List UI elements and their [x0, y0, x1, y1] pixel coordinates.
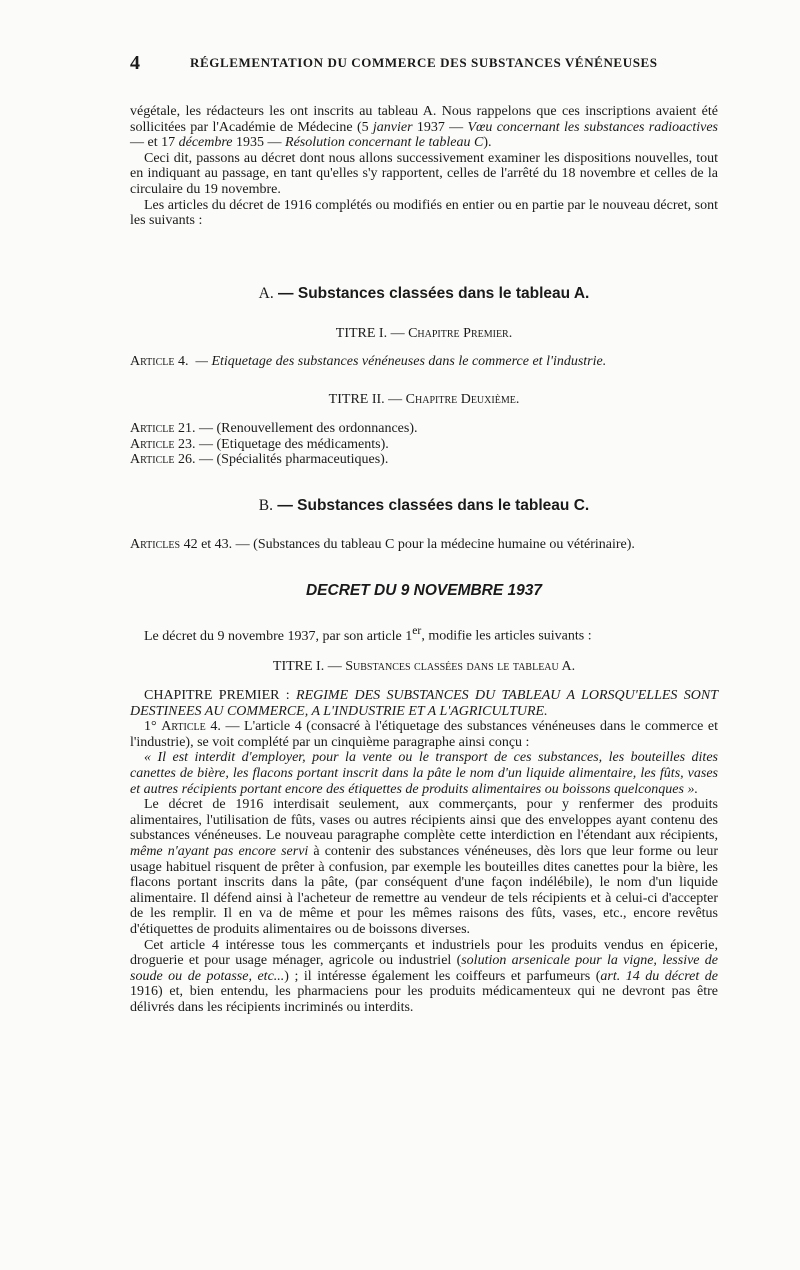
- section-a-heading: A. — Substances classées dans le tableau A.: [258, 285, 590, 302]
- running-title: RÉGLEMENTATION DU COMMERCE DES SUBSTANCES VÉNÉNEUSES: [190, 55, 658, 70]
- chapitre-heading: CHAPITRE PREMIER : REGIME DES SUBSTANCES DU TABLEAU A LORSQU'ELLES SONT DESTINEES AU COMMERCE, A L'INDUSTRIE ET A L'AGRICULTURE.: [130, 688, 719, 719]
- commentary-paragraph-2: Cet article 4 intéresse tous les commerçants et industriels pour les produits vendus en épicerie, droguerie et pour usage ménager, agricole ou industriel (solution arsenicale pour la vigne, lessive de soude ou de potasse, etc...) ; il intéresse également les coiffeurs et parfumeurs (art. 14 du décret de 1916) et, bien entendu, les pharmaciens pour les produits médicamenteux qui ne devront pas être délivrés dans les récipients incriminés ou interdits.: [130, 937, 719, 1015]
- article-row: Article 26. — (Spécialités pharmaceutiques).: [130, 452, 389, 468]
- intro-paragraph-3: Les articles du décret de 1916 complétés ou modifiés en entier ou en partie par le nouveau décret, sont les suivants :: [130, 197, 718, 229]
- page-header: [130, 52, 720, 74]
- decret-titre: TITRE I. — Substances classées dans le tableau A.: [272, 659, 576, 674]
- section-b-articles: Articles 42 et 43. — (Substances du tableau C pour la médecine humaine ou vétérinaire).: [130, 537, 635, 552]
- intro-paragraph-2: Ceci dit, passons au décret dont nous allons successivement examiner les dispositions nouvelles, tout en indiquant au passage, en tant qu'elles s'y rapportent, celles de l'arrêté du 18 novembre et celles de la circulaire du 19 novembre.: [130, 150, 718, 197]
- section-a-titre-2: TITRE II. — Chapitre Deuxième.: [328, 392, 520, 407]
- section-a-article-4: Article 4. — Etiquetage des substances vénéneuses dans le commerce et l'industrie.: [130, 354, 607, 369]
- article-4-quote: « Il est interdit d'employer, pour la vente ou le transport de ces substances, les bouteilles dites canettes de bière, les flacons portant inscrit dans la pâte le nom d'un liquide alimentaire, les fûts, vases et autres récipients portant encore des étiquettes de produits alimentaires ou boissons quelconques ».: [130, 750, 718, 797]
- section-a-titre-1: TITRE I. — Chapitre Premier.: [335, 326, 513, 341]
- article-row: Article 21. — (Renouvellement des ordonnances).: [130, 421, 418, 436]
- intro-paragraph-1: végétale, les rédacteurs les ont inscrits au tableau A. Nous rappelons que ces inscriptions avaient été sollicitées par l'Académie de Médecine (5 janvier 1937 — Vœu concernant les substances radioactives — et 17 décembre 1935 — Résolution concernant le tableau C).: [130, 104, 719, 151]
- article-row: Article 23. — (Etiquetage des médicaments).: [130, 436, 389, 452]
- decret-title: DECRET DU 9 NOVEMBRE 1937: [305, 582, 542, 599]
- decret-intro: Le décret du 9 novembre 1937, par son article 1er, modifie les articles suivants :: [144, 624, 592, 644]
- page-number: 4: [130, 52, 140, 74]
- section-a-article-list: [130, 421, 718, 468]
- article-4-intro: 1° Article 4. — L'article 4 (consacré à l'étiquetage des substances vénéneuses dans le commerce et l'industrie), se voit complété par un cinquième paragraphe ainsi conçu :: [130, 719, 719, 750]
- decret-body: [130, 688, 718, 1015]
- intro-section: [130, 104, 718, 229]
- commentary-paragraph-1: Le décret de 1916 interdisait seulement, aux commerçants, pour y renfermer des produits alimentaires, l'utilisation de fûts, vases ou autres récipients ainsi que des enveloppes ayant contenu des substances vénéneuses. Le nouveau paragraphe complète cette interdiction en l'étendant aux récipients, même n'ayant pas encore servi à contenir des substances vénéneuses, dès lors que leur forme ou leur usage habituel risquent de prêter à confusion, par exemple les bouteilles dites canettes pour la bière, les flacons portant inscrits dans la pâte, (par conséquent d'une façon indélébile), le nom d'un liquide alimentaire. Il défend ainsi à l'acheteur de remettre au vendeur de tels récipients et à celui-ci d'accepter de les remplir. Il en va de même et pour les mêmes raisons des fûts, vases, etc., encore revêtus d'étiquettes de produits alimentaires ou de boissons diverses.: [130, 797, 718, 937]
- section-b-heading: B. — Substances classées dans le tableau C.: [258, 497, 590, 514]
